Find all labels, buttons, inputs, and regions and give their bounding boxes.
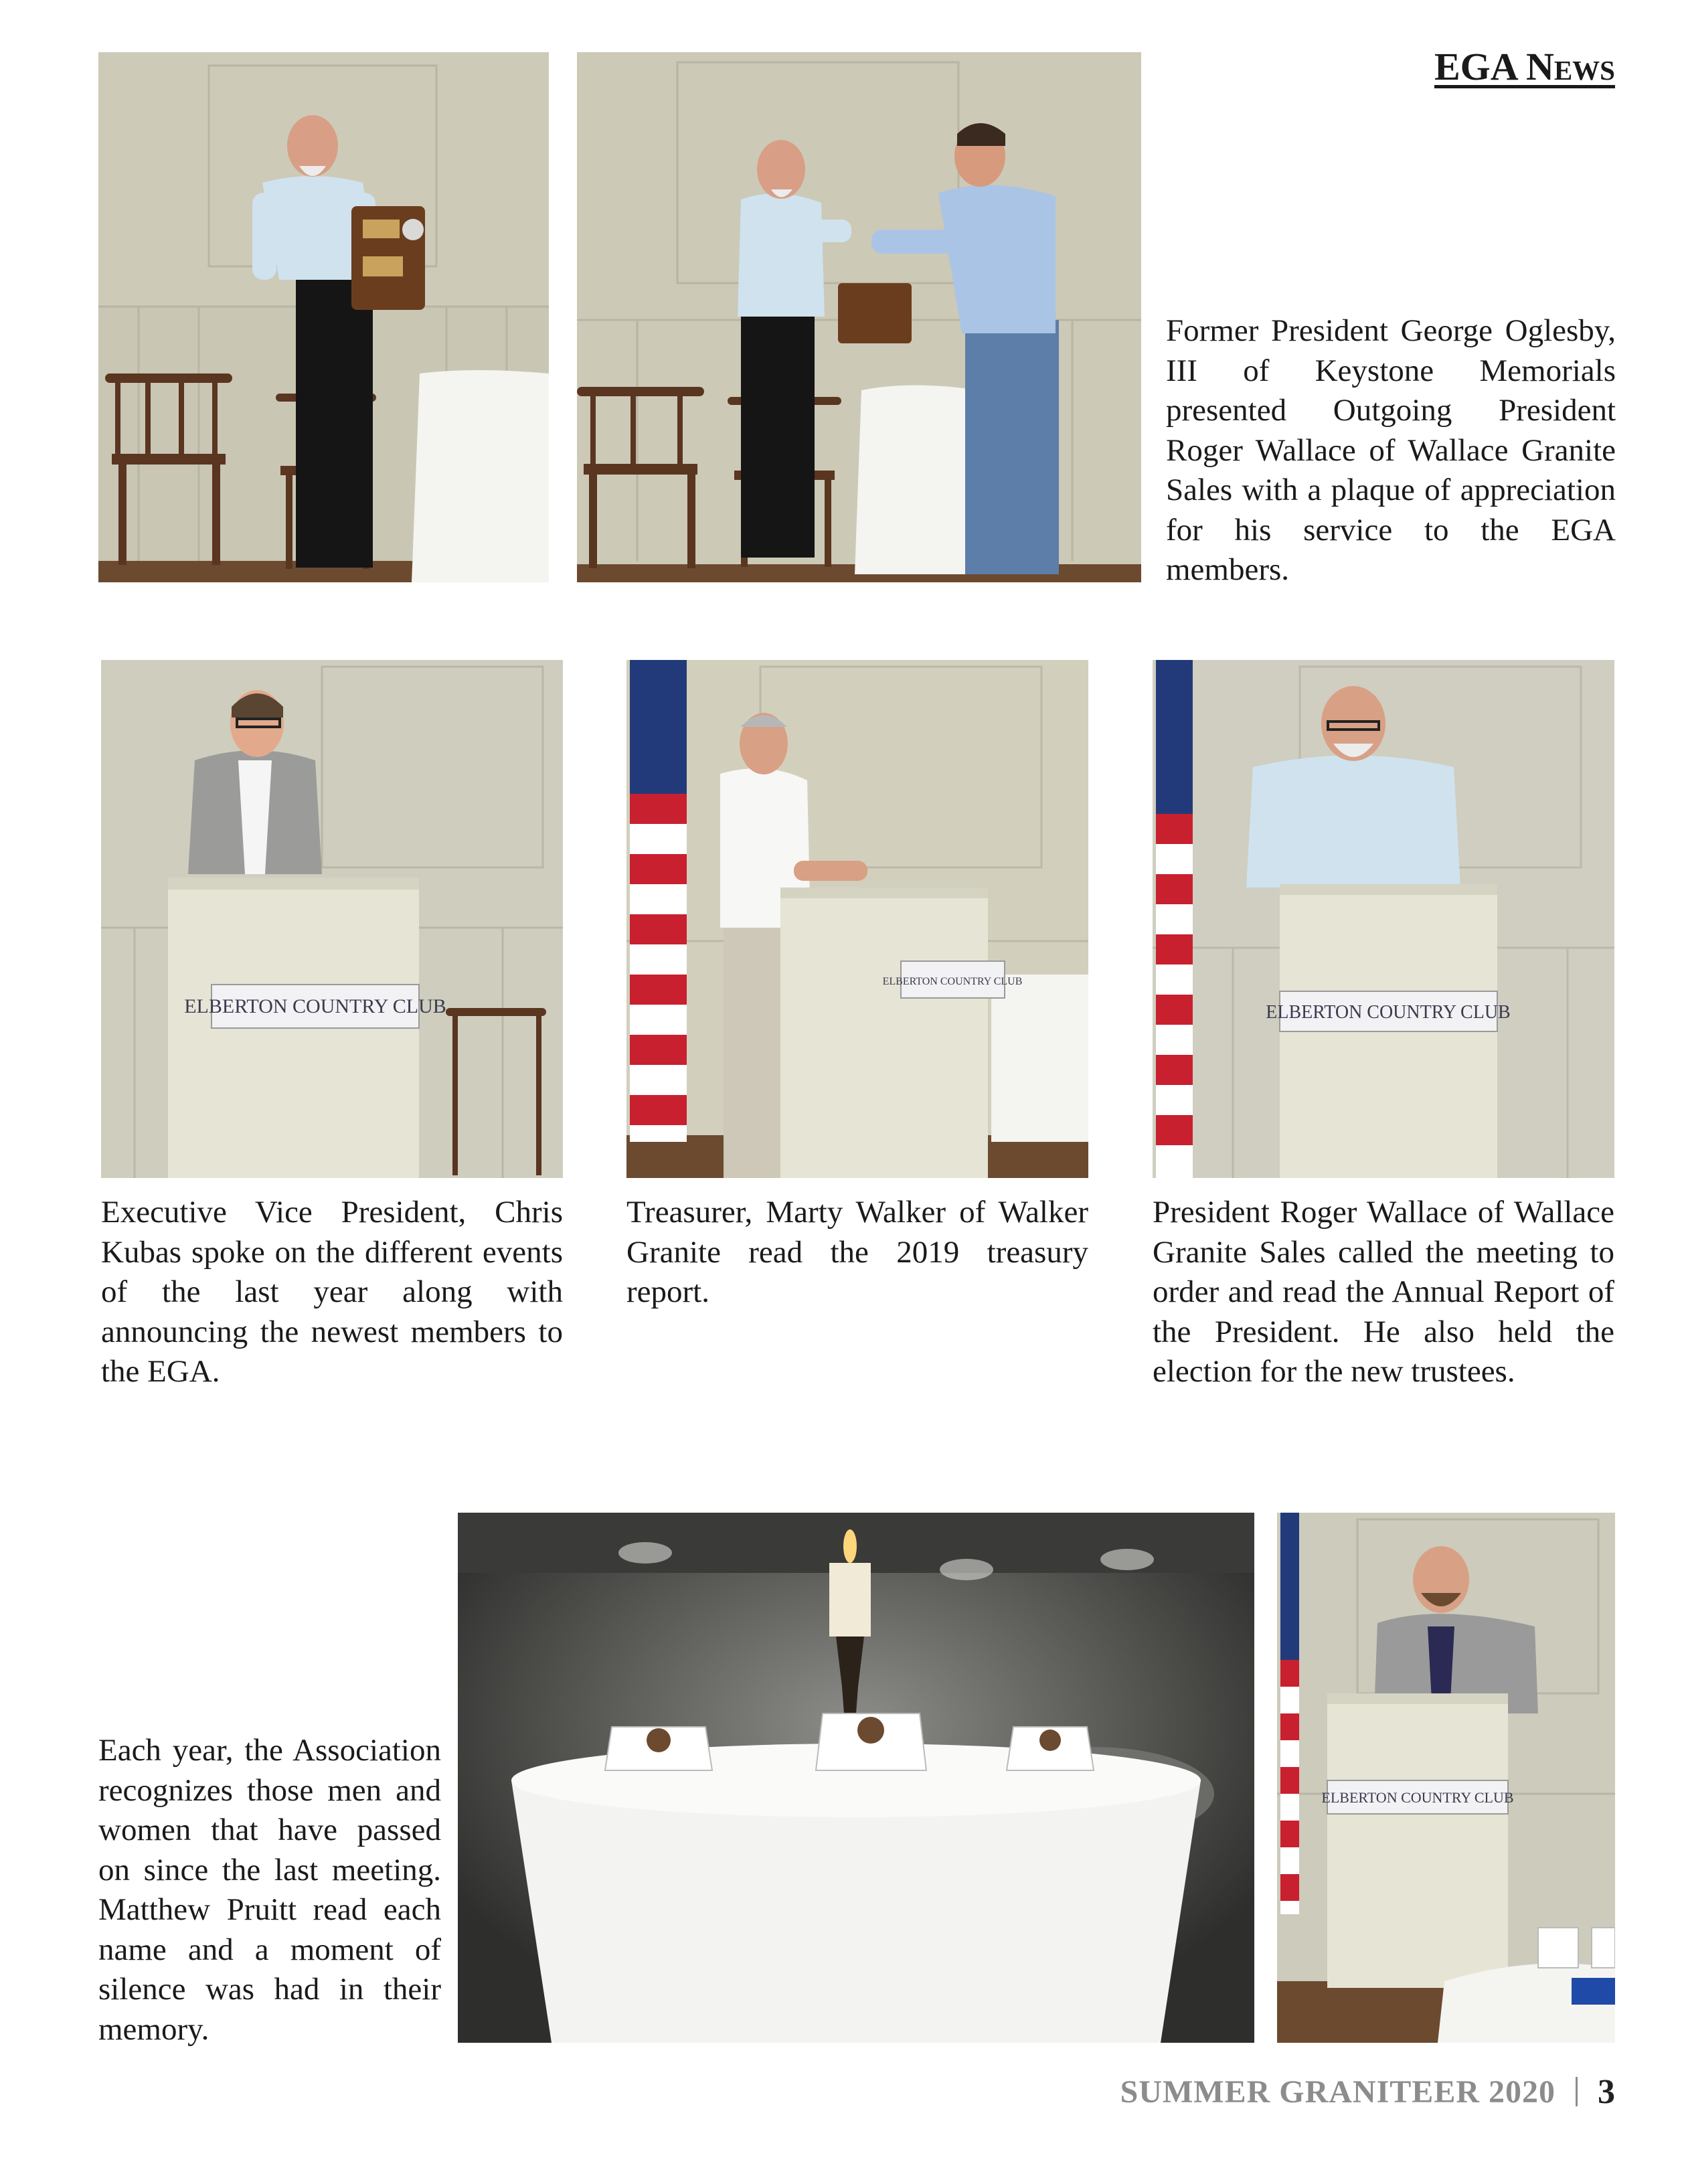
caption-kubas: Executive Vice President, Chris Kubas spoke on the different events of the last year along with announcing the newest members to the EGA. [101, 1195, 563, 1389]
photo-pruitt-podium [1277, 1513, 1615, 2043]
caption-wallace: President Roger Wallace of Wallace Granite Sales called the meeting to order and read the Annual Report of the President. He also held the election for the new trustees. [1153, 1195, 1614, 1389]
podium-sign-text: ELBERTON COUNTRY CLUB [882, 976, 1023, 987]
page-footer [1120, 2068, 1615, 2115]
photo-walker-podium [626, 660, 1088, 1178]
caption-walker: Treasurer, Marty Walker of Walker Granite read the 2019 treasury report. [626, 1195, 1088, 1309]
podium-sign-text: ELBERTON COUNTRY CLUB [184, 995, 446, 1017]
photo-wallace-plaque [98, 52, 549, 582]
page-number: 3 [1598, 2072, 1615, 2111]
section-title: EGA News [1434, 45, 1615, 88]
podium-sign-text: ELBERTON COUNTRY CLUB [1266, 1002, 1511, 1023]
publication-name: SUMMER GRANITEER 2020 [1120, 2074, 1555, 2110]
caption-plaque: Former President George Oglesby, III of Keystone Memorials presented Outgoing President Roger Wallace of Wallace Granite Sales with a plaque of appreciation for his service to the EGA members. [1166, 313, 1616, 587]
photo-handshake [577, 52, 1141, 582]
photo-wallace-podium [1153, 660, 1614, 1178]
photo-kubas-podium [101, 660, 563, 1178]
footer-divider [1576, 2077, 1578, 2106]
photo-memorial-table [458, 1513, 1254, 2043]
podium-sign-text: ELBERTON COUNTRY CLUB [1321, 1789, 1514, 1806]
caption-memorial: Each year, the Association recognizes those men and women that have passed on since the last meeting. Matthew Pruitt read each name and a moment of silence was had in their memory. [98, 1733, 441, 2047]
